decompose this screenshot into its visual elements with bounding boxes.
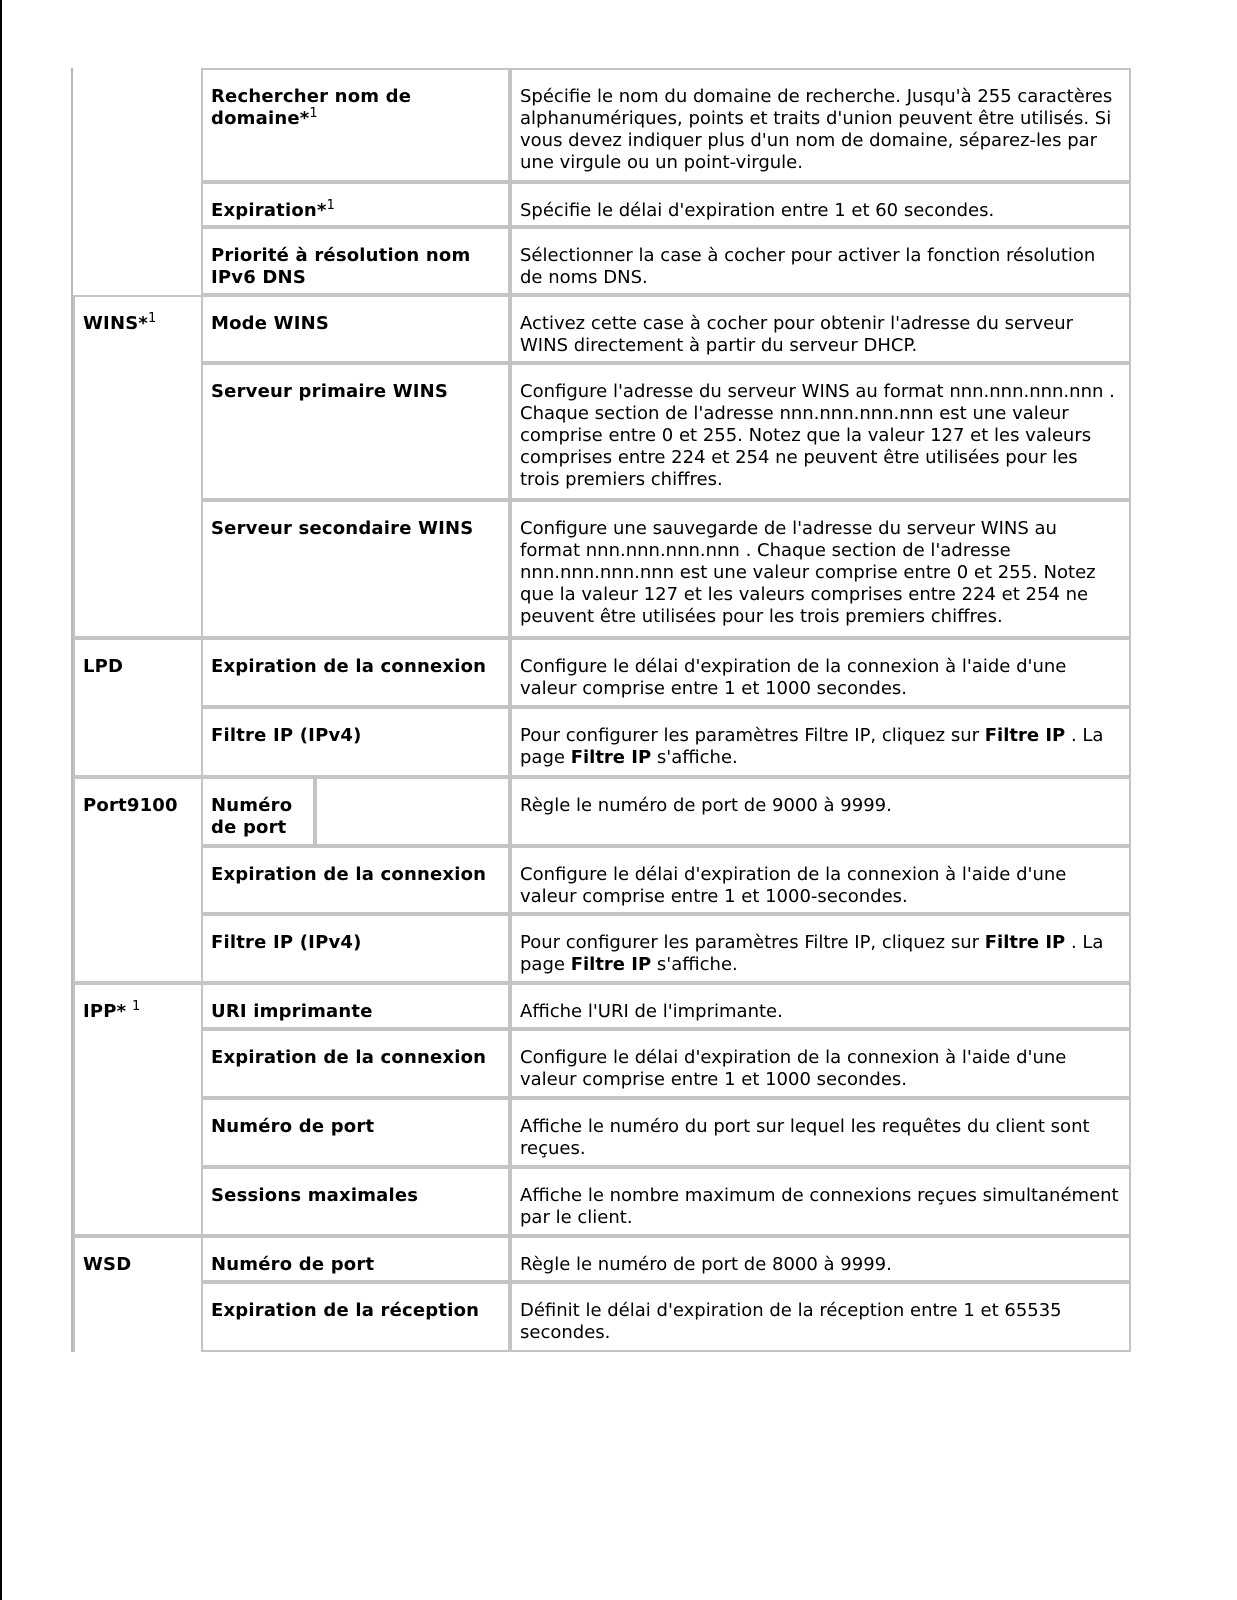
section-label: LPD	[83, 656, 124, 677]
setting-desc: Configure le délai d'expiration de la connexion à l'aide d'une valeur comprise entre 1 et 1000-secondes.	[520, 864, 1067, 907]
setting-name-cell	[201, 707, 510, 777]
setting-name: Serveur primaire WINS	[211, 381, 449, 402]
filter-ip-link-text: Filtre IP	[984, 725, 1066, 746]
setting-name-cell	[201, 182, 510, 227]
setting-desc-cell	[510, 1236, 1131, 1282]
setting-desc: Définit le délai d'expiration de la réception entre 1 et 65535 secondes.	[520, 1300, 1062, 1343]
setting-desc: Affiche le nombre maximum de connexions reçues simultanément par le client.	[520, 1185, 1119, 1228]
setting-desc: Spécifie le nom du domaine de recherche. Jusqu'à 255 caractères alphanumériques, points et traits d'union peuvent être utilisés. Si vous devez indiquer plus d'un nom de domaine, séparez-les par une virgule ou un point-virgule.	[520, 86, 1113, 173]
setting-desc-cell	[510, 777, 1131, 846]
page-left-edge	[0, 0, 2, 1600]
setting-name-cell	[201, 68, 510, 182]
setting-desc-cell	[510, 846, 1131, 914]
setting-desc: Configure l'adresse du serveur WINS au format nnn.nnn.nnn.nnn . Chaque section de l'adresse nnn.nnn.nnn.nnn est une valeur comprise entre 0 et 255. Notez que la valeur 127 et les valeurs comprises entre 224 et 254 ne peuvent être utilisées pour les trois premiers chiffres.	[520, 381, 1115, 490]
setting-desc-cell	[510, 1282, 1131, 1352]
desc-text: Pour configurer les paramètres Filtre IP, cliquez sur	[520, 725, 985, 746]
setting-desc: Règle le numéro de port de 8000 à 9999.	[520, 1254, 892, 1275]
setting-desc-cell	[510, 182, 1131, 227]
footnote-ref: 1	[132, 999, 141, 1014]
setting-desc-cell	[510, 295, 1131, 363]
setting-name-cell	[201, 500, 510, 638]
setting-desc-cell	[510, 707, 1131, 777]
setting-name-cell	[201, 363, 510, 500]
empty-cell	[315, 777, 510, 846]
setting-desc: Configure le délai d'expiration de la connexion à l'aide d'une valeur comprise entre 1 et 1000 secondes.	[520, 656, 1067, 699]
section-label-cell	[73, 1236, 201, 1352]
setting-desc-cell	[510, 1167, 1131, 1236]
setting-desc: Règle le numéro de port de 9000 à 9999.	[520, 795, 892, 816]
footnote-ref: 1	[309, 106, 318, 121]
setting-name: URI imprimante	[211, 1001, 373, 1022]
desc-text: . La page	[520, 932, 1104, 975]
setting-desc-cell	[510, 638, 1131, 707]
section-label-cell	[73, 777, 201, 983]
footnote-ref: 1	[326, 198, 335, 213]
setting-name: Mode WINS	[211, 313, 330, 334]
setting-name-cell	[201, 983, 510, 1029]
setting-desc-cell	[510, 227, 1131, 295]
setting-name: Sessions maximales	[211, 1185, 419, 1206]
setting-name-cell	[201, 846, 510, 914]
section-label: IPP*	[83, 1001, 127, 1022]
setting-name: Numéro de port	[211, 795, 293, 838]
setting-desc-cell	[510, 1029, 1131, 1098]
filter-ip-link-text: Filtre IP	[984, 932, 1066, 953]
section-label: Port9100	[83, 795, 178, 816]
setting-desc: Sélectionner la case à cocher pour activer la fonction résolution de noms DNS.	[520, 245, 1096, 288]
setting-desc	[520, 725, 1103, 768]
setting-name-cell	[201, 1282, 510, 1352]
desc-text: s'affiche.	[651, 747, 738, 768]
footnote-ref: 1	[148, 311, 157, 326]
setting-name-cell	[201, 1098, 510, 1167]
setting-name-cell	[201, 1029, 510, 1098]
setting-desc: Configure une sauvegarde de l'adresse du serveur WINS au format nnn.nnn.nnn.nnn . Chaque section de l'adresse nnn.nnn.nnn.nnn est une valeur comprise entre 0 et 255. Notez que la valeur 127 et les valeurs comprises entre 224 et 254 ne peuvent être utilisées pour les trois premiers chiffres.	[520, 518, 1096, 627]
filter-ip-page-name: Filtre IP	[570, 747, 652, 768]
setting-desc-cell	[510, 363, 1131, 500]
setting-desc-cell	[510, 500, 1131, 638]
section-label-cell	[73, 638, 201, 777]
section-label: WINS*	[83, 313, 148, 334]
setting-name-cell	[201, 638, 510, 707]
setting-name: Expiration de la réception	[211, 1300, 480, 1321]
desc-text: s'affiche.	[651, 954, 738, 975]
setting-name-cell	[201, 1236, 510, 1282]
setting-name: Numéro de port	[211, 1254, 375, 1275]
setting-desc: Spécifie le délai d'expiration entre 1 et 60 secondes.	[520, 200, 995, 221]
section-label-cell	[73, 295, 201, 638]
setting-name: Rechercher nom de domaine*	[211, 86, 412, 129]
setting-desc-cell	[510, 68, 1131, 182]
setting-name-cell	[201, 227, 510, 295]
setting-name: Numéro de port	[211, 1116, 375, 1137]
setting-name-cell	[201, 914, 510, 983]
setting-desc: Affiche l'URI de l'imprimante.	[520, 1001, 783, 1022]
setting-name: Expiration de la connexion	[211, 1047, 487, 1068]
section-label: WSD	[83, 1254, 132, 1275]
filter-ip-page-name: Filtre IP	[570, 954, 652, 975]
setting-name-cell	[201, 295, 510, 363]
setting-name: Expiration de la connexion	[211, 864, 487, 885]
desc-text: . La page	[520, 725, 1104, 768]
setting-name: Priorité à résolution nom IPv6 DNS	[211, 245, 471, 288]
setting-desc-cell	[510, 914, 1131, 983]
setting-desc-cell	[510, 983, 1131, 1029]
setting-desc: Activez cette case à cocher pour obtenir l'adresse du serveur WINS directement à partir du serveur DHCP.	[520, 313, 1074, 356]
setting-desc	[520, 932, 1103, 975]
setting-desc-cell	[510, 1098, 1131, 1167]
setting-name: Expiration*	[211, 200, 327, 221]
setting-desc: Configure le délai d'expiration de la connexion à l'aide d'une valeur comprise entre 1 et 1000 secondes.	[520, 1047, 1067, 1090]
setting-name: Expiration de la connexion	[211, 656, 487, 677]
setting-name: Serveur secondaire WINS	[211, 518, 474, 539]
section-label-cell	[73, 983, 201, 1236]
setting-desc: Affiche le numéro du port sur lequel les requêtes du client sont reçues.	[520, 1116, 1090, 1159]
setting-name-cell	[201, 1167, 510, 1236]
desc-text: Pour configurer les paramètres Filtre IP, cliquez sur	[520, 932, 985, 953]
setting-name-cell	[201, 777, 315, 846]
setting-name: Filtre IP (IPv4)	[211, 725, 362, 746]
setting-name: Filtre IP (IPv4)	[211, 932, 362, 953]
